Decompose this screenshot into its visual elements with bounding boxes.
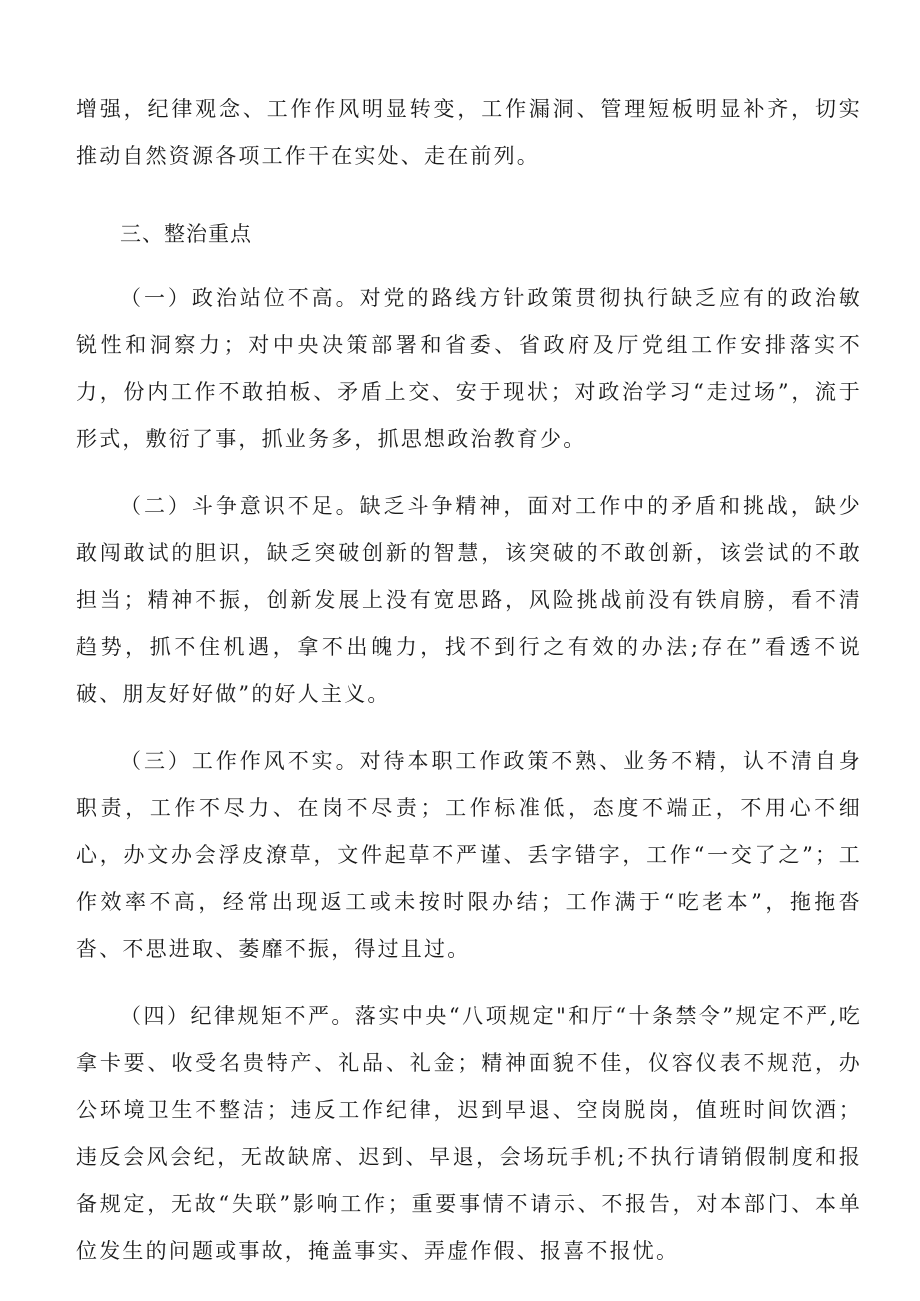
paragraph-political-stance: （一）政治站位不高。对党的路线方针政策贯彻执行缺乏应有的政治敏锐性和洞察力；对中央决策部署和省委、省政府及厅党组工作安排落实不力，份内工作不敢拍板、矛盾上交、安于现状；对政治学习“走过场”，流于形式，敷衍了事，抓业务多，抓思想政治教育少。	[76, 286, 862, 451]
paragraph-work-style: （三）工作作风不实。对待本职工作政策不熟、业务不精，认不清自身职责，工作不尽力、在岗不尽责；工作标准低，态度不端正，不用心不细心，办文办会浮皮潦草，文件起草不严谨、丢字错字，工作“一交了之”；工作效率不高，经常出现返工或未按时限办结；工作满于“吃老本”，拖拖沓沓、不思进取、萎靡不振，得过且过。	[76, 749, 862, 961]
paragraph-struggle-awareness: （二）斗争意识不足。缺乏斗争精神，面对工作中的矛盾和挑战，缺少敢闯敢试的胆识，缺乏突破创新的智慧，该突破的不敢创新，该尝试的不敢担当；精神不振，创新发展上没有宽思路，风险挑战前没有铁肩膀，看不清趋势，抓不住机遇，拿不出魄力，找不到行之有效的办法;存在”看透不说破、朋友好好做”的好人主义。	[76, 494, 862, 706]
paragraph-discipline-rules: （四）纪律规矩不严。落实中央“八项规定"和厅“十条禁令”规定不严,吃拿卡要、收受名贵特产、礼品、礼金；精神面貌不佳，仪容仪表不规范，办公环境卫生不整洁；违反工作纪律，迟到早退、空岗脱岗，值班时间饮酒；违反会风会纪，无故缺席、迟到、早退，会场玩手机;不执行请销假制度和报备规定，无故“失联”影响工作；重要事情不请示、不报告，对本部门、本单位发生的问题或事故，掩盖事实、弄虚作假、报喜不报忧。	[76, 1004, 862, 1263]
section-heading: 三、整治重点	[120, 222, 252, 246]
intro-paragraph: 增强，纪律观念、工作作风明显转变，工作漏洞、管理短板明显补齐，切实推动自然资源各项工作干在实处、走在前列。	[76, 97, 862, 168]
